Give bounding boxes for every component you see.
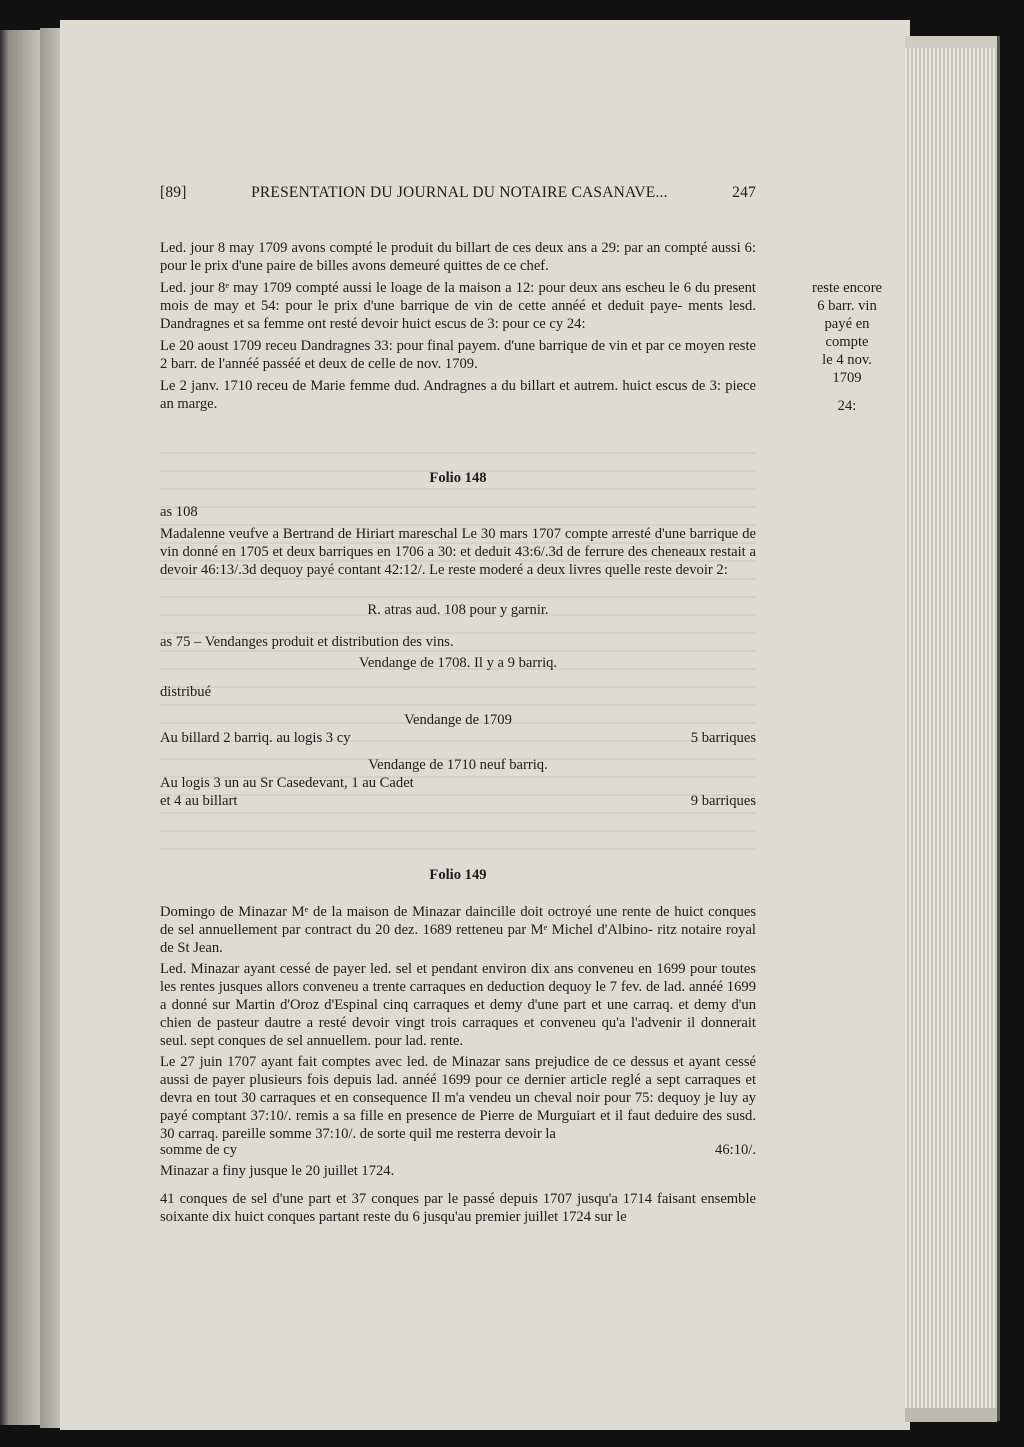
section-number: [89] <box>160 184 187 201</box>
vendange-1710-distribution: et 4 au billart <box>160 793 238 809</box>
folio-148-ref: as 108 <box>160 504 198 520</box>
running-head <box>160 184 756 202</box>
paragraph-aoust: Le 20 aoust 1709 receu Dandragnes 33: pour final payem. d'une barrique de vin et par ce moyen reste 2 barr. de l'annéé passéé et deux de celle de nov. 1709. <box>160 338 756 372</box>
folio-149-heading: Folio 149 <box>429 867 487 883</box>
somme-amount: 46:10/. <box>715 1142 756 1158</box>
vendange-1709-distribution: Au billard 2 barriq. au logis 3 cy <box>160 730 351 746</box>
somme-label: somme de cy <box>160 1142 238 1158</box>
paragraph-minazar-cesse: Led. Minazar ayant cessé de payer led. sel et pendant environ dix ans conveneu en 1699 pour toutes les rentes jusques allors conveneu a trente carraques en deduction dequoy le 7 fev. de lad. annéé 1699 a donné sur Martin d'Oroz d'Espinal cinq carraques et demy d'une part et une carraq. et demy d'un chien de pasteur dautre a resté devoir vingt trois carraques et conveneu qu'a l'advenir il donnerait seul. sept conques de sel annuellem. pour lad. rente. <box>160 961 756 1049</box>
page-stack-top <box>905 36 997 48</box>
vendange-1709-row <box>160 729 756 747</box>
paragraph-janv: Le 2 janv. 1710 receu de Marie femme dud. Andragnes a du billart et autrem. huict escus de 3: piece an marge. <box>160 378 756 412</box>
page-stack-bottom <box>905 1408 997 1422</box>
folio-148-heading: Folio 148 <box>429 470 487 486</box>
somme-row <box>160 1141 756 1159</box>
distribue-label: distribué <box>160 684 212 700</box>
margin-note-line: 6 barr. vin <box>817 298 877 314</box>
page-number: 247 <box>732 184 756 201</box>
vendanges-title: as 75 – Vendanges produit et distribution des vins. <box>160 634 454 650</box>
paragraph-billart: Led. jour 8 may 1709 avons compté le produit du billart de ces deux ans a 29: par an compté aussi 6: pour le prix d'une paire de billes avons demeuré quittes de ce chef. <box>160 240 756 274</box>
vendange-1710-row <box>160 792 756 810</box>
margin-note-line: compte <box>825 334 869 350</box>
vendange-1708: Vendange de 1708. Il y a 9 barriq. <box>358 655 558 671</box>
margin-note <box>786 279 908 387</box>
margin-note-line: le 4 nov. <box>822 352 872 368</box>
paragraph-loage: Led. jour 8ᵉ may 1709 compté aussi le loage de la maison a 12: pour deux ans escheu le 6 du present mois de may et 54: pour le prix d'une barrique de vin de cette annéé et deduit paye- ments lesd. Dandragnes et sa femme ont resté devoir huict escus de 3: pour ce cy 24: <box>160 280 756 332</box>
note-atras: R. atras aud. 108 pour y garnir. <box>367 602 549 618</box>
minazar-finy: Minazar a finy jusque le 20 juillet 1724. <box>160 1163 395 1179</box>
paragraph-conques: 41 conques de sel d'une part et 37 conques par le passé depuis 1707 jusqu'a 1714 faisant ensemble soixante dix huict conques partant reste du 6 jusqu'au premier juillet 1724 sur le <box>160 1191 756 1225</box>
paragraph-27-juin: Le 27 juin 1707 ayant fait comptes avec led. de Minazar sans prejudice de ce dessus et ayant cessé aussi de payer plusieurs fois depuis lad. annéé 1699 pour ce dernier article reglé a sept carraques et devra en tout 30 carraques et en consequence Il m'a vendeu un cheval noir pour 75: dequoy je luy ay payé comptant 37:10/. remis a sa fille en presence de Pierre de Murguiart et il faut deduire des susd. 30 carraq. pareille somme 37:10/. de sorte quil me resterra devoir la <box>160 1054 756 1142</box>
vendange-1709-total: 5 barriques <box>690 730 756 746</box>
page-stack-edge <box>905 36 1000 1421</box>
margin-amount: 24: <box>837 398 857 414</box>
margin-note-line: payé en <box>824 316 870 332</box>
running-title: PRESENTATION DU JOURNAL DU NOTAIRE CASANAVE... <box>251 184 668 201</box>
vendange-1709: Vendange de 1709 <box>404 712 512 728</box>
paragraph-domingo: Domingo de Minazar Mᵉ de la maison de Minazar daincille doit octroyé une rente de huict conques de sel annuellement par contract du 20 dez. 1689 retteneu par Mᵉ Michel d'Albino- ritz notaire royal de St Jean. <box>160 904 756 956</box>
vendange-1710-total: 9 barriques <box>690 793 756 809</box>
left-page-edge <box>0 30 42 1425</box>
vendange-1710: Vendange de 1710 neuf barriq. <box>368 757 548 773</box>
margin-note-line: reste encore <box>811 280 883 296</box>
margin-note-line: 1709 <box>832 370 862 386</box>
paragraph-madalenne: Madalenne veufve a Bertrand de Hiriart mareschal Le 30 mars 1707 compte arresté d'une barrique de vin donné en 1705 et deux barriques en 1706 a 30: et deduit 43:6/.3d de ferrure des cheneaux restait a devoir 46:13/.3d dequoy payé contant 42:12/. Le reste moderé a deux livres quelle reste devoir 2: <box>160 526 756 578</box>
vendange-1710-line: Au logis 3 un au Sr Casedevant, 1 au Cadet <box>160 775 414 791</box>
